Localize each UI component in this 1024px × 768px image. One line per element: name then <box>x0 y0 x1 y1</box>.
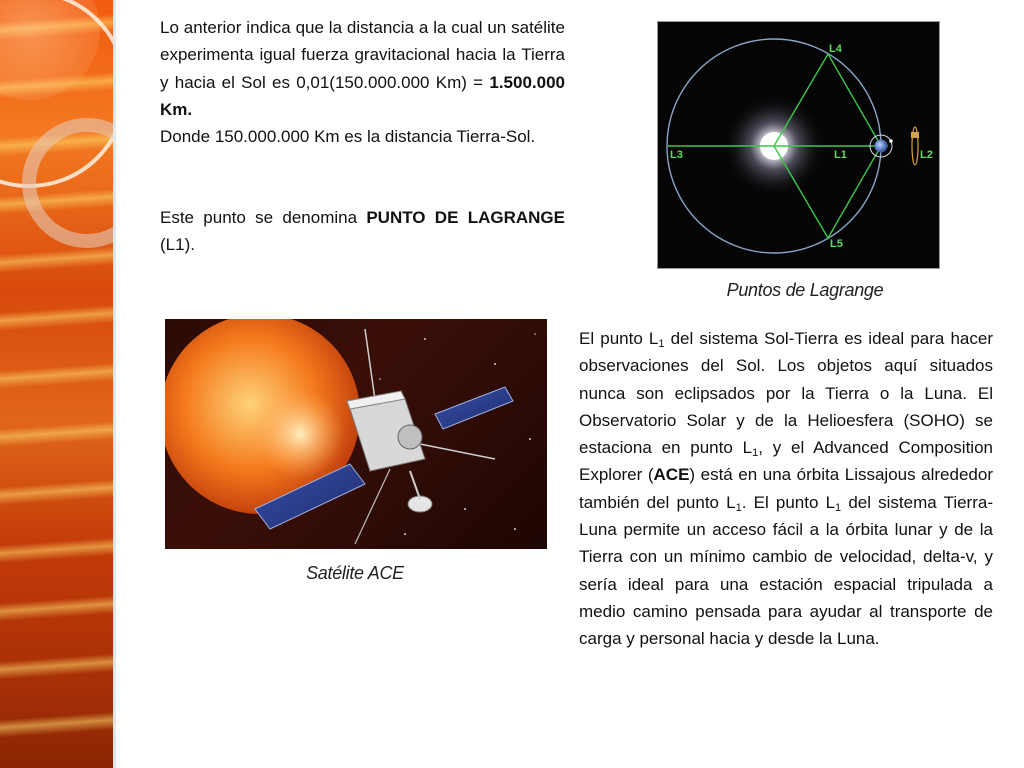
paragraph-l1-description <box>579 325 993 653</box>
ace-satellite-image <box>165 319 547 549</box>
satellite-icon <box>911 132 919 138</box>
p4-sub-2: 1 <box>752 447 759 460</box>
p4-text-3: , y el Advanced Composition Explorer ( <box>579 438 993 485</box>
label-l3: L3 <box>670 149 683 161</box>
distance-value: 1.500.000 Km. <box>160 72 565 119</box>
solar-flare <box>255 389 345 479</box>
ace-acronym: ACE <box>653 465 690 485</box>
earth-icon <box>875 140 888 153</box>
p4-sub-4: 1 <box>835 501 842 514</box>
p4-sub-1: 1 <box>658 338 665 350</box>
label-l4: L4 <box>829 43 842 55</box>
p4-text-2: del sistema Sol-Tierra es ideal para hacer observaciones del Sol. Los objetos aquí situados nunca son eclipsados por la Tierra o la Luna. El Observatorio Solar y de la Helioesfera (SOHO) se estaciona en punto L <box>579 329 994 458</box>
paragraph-distance <box>160 14 565 150</box>
label-l2: L2 <box>920 149 933 161</box>
sensor-boom <box>420 444 495 459</box>
lagrange-caption: Puntos de Lagrange <box>726 280 884 300</box>
lagrange-term: PUNTO DE LAGRANGE <box>366 208 565 227</box>
p4-text-5: . El punto L <box>741 492 836 512</box>
paragraph-lagrange-tail: (L1). <box>160 235 195 255</box>
p4-text-1: El punto L <box>579 329 659 348</box>
paragraph-lagrange-lead: Este punto se denomina <box>160 208 367 227</box>
decorative-sunset-sidebar <box>0 0 113 768</box>
paragraph-lagrange-point <box>160 204 565 259</box>
lagrange-diagram-svg <box>658 22 939 268</box>
paragraph-earth-sun-distance: Donde 150.000.000 Km es la distancia Tierra-Sol. <box>160 127 536 147</box>
p4-sub-3: 1 <box>735 501 742 514</box>
ace-satellite-svg <box>165 319 547 549</box>
moon-icon <box>889 139 893 143</box>
p4-text-4: ) está en una órbita Lissajous alrededor también del punto L <box>579 465 993 512</box>
instrument-port <box>398 425 422 449</box>
dish-mast <box>410 471 420 499</box>
sidebar-divider <box>113 0 116 768</box>
label-l1: L1 <box>834 149 847 161</box>
p4-text-6: del sistema Tierra-Luna permite un acceso fácil a la órbita lunar y de la Tierra con un mínimo cambio de velocidad, delta-v, y sería ideal para una estación espacial tripulada a medio camino pensada para ayudar al transporte de carga y personal hacia y desde la Luna. <box>579 492 993 649</box>
solar-panel-right <box>435 387 513 429</box>
lagrange-points-diagram <box>657 21 940 269</box>
ace-caption: Satélite ACE <box>306 563 404 583</box>
label-l5: L5 <box>830 238 843 250</box>
paragraph-distance-text: Lo anterior indica que la distancia a la cual un satélite experimenta igual fuerza gravitacional hacia la Tierra y hacia el Sol es 0,01(150.000.000 Km) = <box>160 18 565 92</box>
